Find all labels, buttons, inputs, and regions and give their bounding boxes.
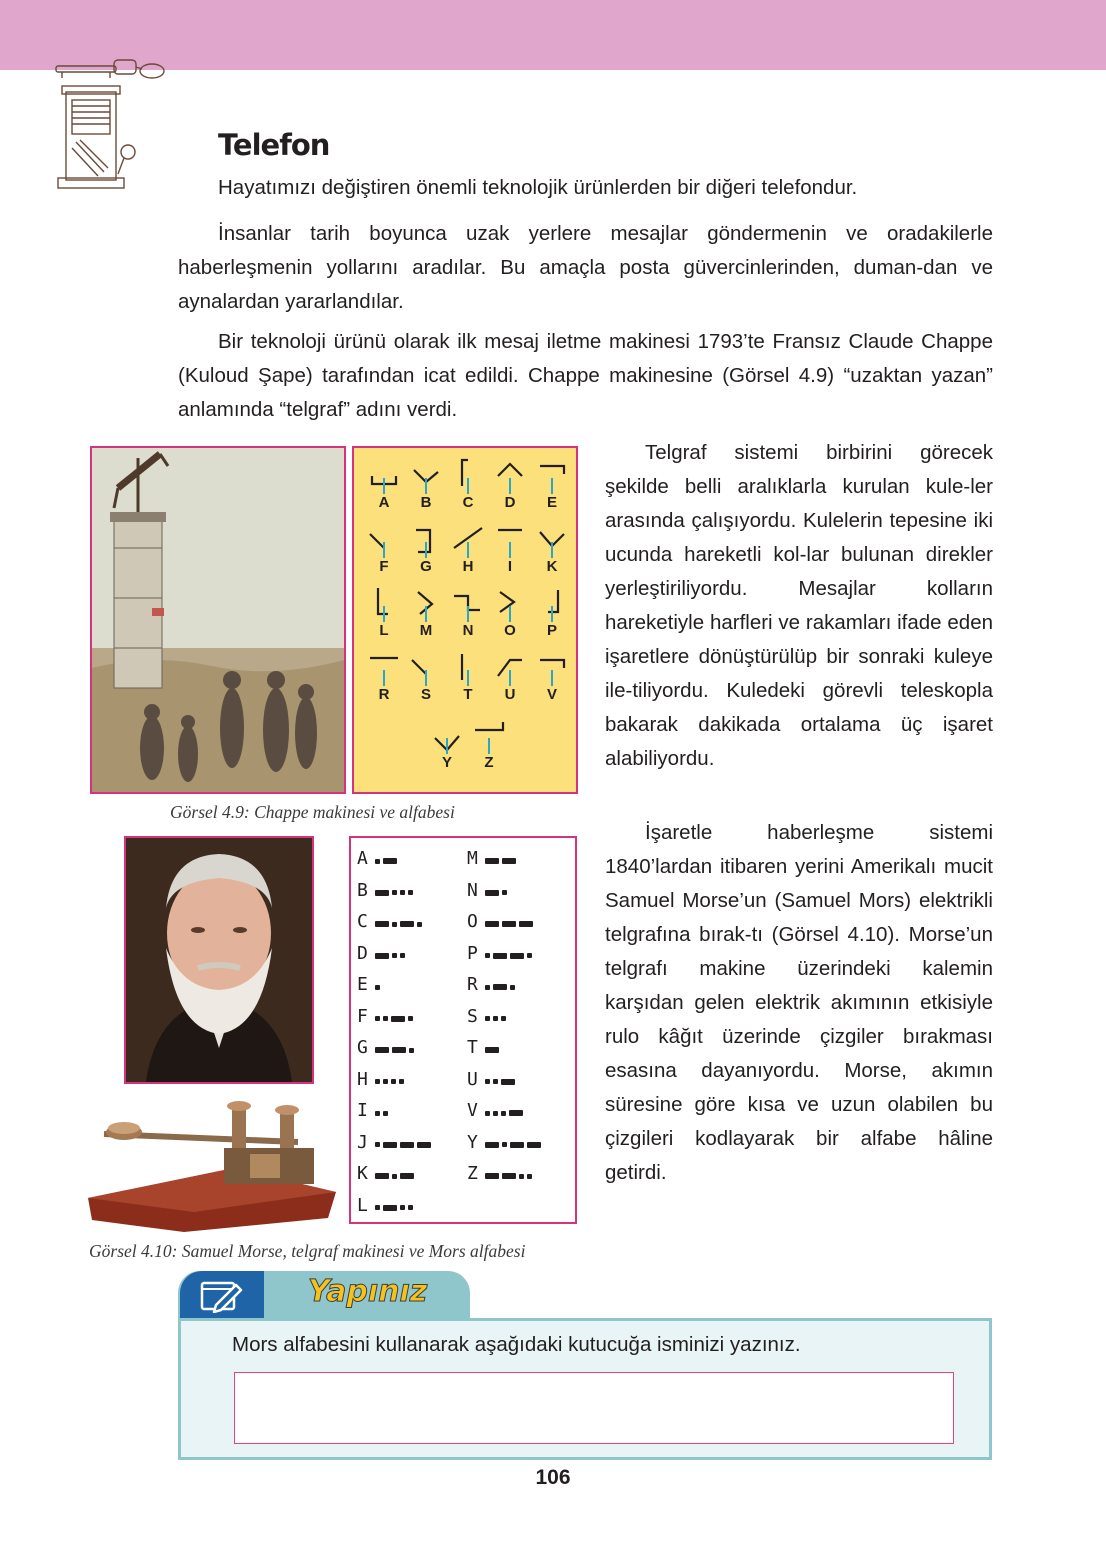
morse-dot — [375, 1079, 380, 1084]
chappe-signal-g — [406, 520, 446, 580]
morse-dash — [400, 1173, 414, 1179]
morse-dash — [519, 921, 533, 927]
morse-alphabet-table — [349, 836, 577, 1224]
morse-code — [375, 889, 413, 897]
paragraph-chappe: Bir teknoloji ürünü olarak ilk mesaj iletme makinesi 1793’te Fransız Claude Chappe (Kuloud Şape) tarafından icat edildi. Chappe makinesine (Görsel 4.9) “uzaktan yazan” anlamında “telgraf” adını verdi. — [178, 330, 993, 421]
morse-dot — [485, 1016, 490, 1021]
chappe-signal-i — [490, 520, 530, 580]
morse-dot — [502, 890, 507, 895]
morse-code — [485, 1141, 541, 1149]
morse-dot — [501, 1016, 506, 1021]
chappe-signal-e — [532, 456, 572, 516]
chappe-letter-label: S — [420, 686, 431, 703]
chappe-letter-label: C — [462, 494, 474, 511]
morse-dash — [485, 1173, 499, 1179]
morse-code — [375, 1046, 414, 1054]
morse-dash — [502, 921, 516, 927]
morse-code — [485, 1046, 499, 1054]
morse-dash — [493, 953, 507, 959]
morse-dash — [391, 1016, 405, 1022]
activity-instruction: Mors alfabesini kullanarak aşağıdaki kutucuğa isminizi yazınız. — [232, 1333, 801, 1356]
morse-dash — [375, 921, 389, 927]
morse-letter: V — [467, 1100, 478, 1121]
morse-dot — [485, 1111, 490, 1116]
morse-code — [375, 1109, 388, 1117]
activity-icon-box — [180, 1271, 264, 1321]
morse-dot — [375, 985, 380, 990]
morse-dash — [502, 858, 516, 864]
morse-dot — [375, 1016, 380, 1021]
morse-dash — [510, 1142, 524, 1148]
name-answer-box[interactable] — [234, 1372, 954, 1444]
morse-letter: M — [467, 848, 478, 869]
morse-letter: N — [467, 879, 478, 901]
paragraph-intro: Hayatımızı değiştiren önemli teknolojik ürünlerden bir diğeri telefondur. — [218, 176, 858, 199]
figure-caption-4-10: Görsel 4.10: Samuel Morse, telgraf makinesi ve Mors alfabesi — [89, 1241, 526, 1261]
morse-dash — [383, 858, 397, 864]
morse-letter: R — [467, 974, 478, 995]
morse-dot — [375, 1142, 380, 1147]
morse-code — [375, 1141, 431, 1149]
morse-dash — [400, 1142, 414, 1148]
morse-dash — [485, 890, 499, 896]
morse-code — [375, 1015, 413, 1023]
morse-letter: T — [467, 1037, 478, 1058]
chappe-signal-k — [532, 520, 572, 580]
section-title: Telefon — [218, 128, 330, 162]
morse-code — [375, 952, 405, 960]
chappe-letter-label: V — [546, 686, 557, 703]
morse-code — [375, 983, 380, 991]
chappe-letter-label: T — [463, 686, 473, 703]
morse-letter: H — [357, 1068, 368, 1090]
chappe-signal-l — [364, 584, 404, 644]
morse-dash — [400, 921, 414, 927]
chappe-letter-label: A — [378, 494, 390, 511]
paragraph-morse: İşaretle haberleşme sistemi 1840’lardan itibaren yerini Amerikalı mucit Samuel Morse’un (Samuel Mors) elektrikli telgrafına bırak-tı (Görsel 4.10). Morse’un telgrafı makine üzerindeki kalemin karşıdan gelen elektrik akımının etkisiyle rulo kâğıt üzerinde çizgiler bırakması esasına dayanıyordu. Morse, akımın süresine göre kısa ve uzun olabilen bu çizgileri kodlayarak bir alfabe hâline getirdi. — [605, 821, 993, 1184]
morse-code — [485, 1015, 506, 1023]
chappe-letter-label: R — [378, 686, 390, 703]
chappe-letter-label: E — [546, 494, 557, 511]
morse-dot — [408, 1205, 413, 1210]
morse-dash — [485, 1142, 499, 1148]
morse-dot — [527, 1174, 532, 1179]
chappe-letter-label: H — [462, 558, 474, 575]
chappe-letter-label: G — [420, 558, 432, 575]
morse-letter: L — [357, 1194, 368, 1216]
morse-dash — [485, 1047, 499, 1053]
morse-code — [375, 920, 422, 928]
morse-letter: D — [357, 942, 368, 964]
chappe-signal-n — [448, 584, 488, 644]
chappe-letter-label: Z — [484, 754, 494, 771]
morse-dot — [383, 1111, 388, 1116]
samuel-morse-portrait — [124, 836, 314, 1084]
chappe-signal-s — [406, 648, 446, 708]
morse-dot — [493, 1111, 498, 1116]
morse-dash — [510, 953, 524, 959]
morse-code — [375, 857, 397, 865]
chappe-signal-b — [406, 456, 446, 516]
chappe-letter-label: P — [546, 622, 557, 639]
morse-dash — [375, 890, 389, 896]
morse-dot — [501, 1111, 506, 1116]
chappe-signal-o — [490, 584, 530, 644]
morse-dash — [383, 1142, 397, 1148]
chappe-signal-r — [364, 648, 404, 708]
activity-title: Yapınız — [308, 1274, 428, 1309]
morse-dot — [400, 890, 405, 895]
chappe-letter-label: L — [379, 622, 389, 639]
morse-letter: I — [357, 1100, 368, 1121]
chappe-letter-label: Y — [441, 754, 452, 771]
morse-dash — [375, 953, 389, 959]
morse-code — [485, 889, 507, 897]
morse-dot — [400, 1205, 405, 1210]
morse-dot — [493, 1016, 498, 1021]
chappe-letter-label: F — [379, 558, 389, 575]
morse-letter: P — [467, 942, 478, 964]
morse-code — [485, 857, 516, 865]
morse-dot — [392, 922, 397, 927]
morse-letter: O — [467, 911, 478, 932]
morse-code — [375, 1204, 413, 1212]
chappe-signal-f — [364, 520, 404, 580]
chappe-signal-h — [448, 520, 488, 580]
morse-dot — [375, 1111, 380, 1116]
chappe-letter-label: M — [419, 622, 433, 639]
chappe-signal-a — [364, 456, 404, 516]
morse-dash — [485, 921, 499, 927]
morse-dot — [392, 890, 397, 895]
morse-dot — [485, 953, 490, 958]
morse-dot — [502, 1142, 507, 1147]
morse-dot — [375, 1205, 380, 1210]
morse-dot — [527, 953, 532, 958]
morse-dot — [409, 1048, 414, 1053]
morse-dot — [485, 1079, 490, 1084]
morse-code — [375, 1078, 404, 1086]
morse-dot — [510, 985, 515, 990]
morse-dash — [375, 1047, 389, 1053]
morse-dot — [375, 859, 380, 864]
paragraph-telgraf: Telgraf sistemi birbirini görecek şekilde belli aralıklarla kurulan kule-ler arasında çalışıyordu. Kulelerin tepesine iki ucunda hareketli kol-lar bulunan direkler yerleştiriliyordu. Mesajlar kolların hareketiyle harfleri ve rakamları ifade eden işaretlere dönüştürülüp bir sonraki kuleye ile-tiliyordu. Kuledeki görevli teleskopla bakarak dakikada ortalama üç işaret alabiliyordu. — [605, 441, 993, 770]
morse-letter: S — [467, 1005, 478, 1027]
morse-dash — [383, 1205, 397, 1211]
morse-dash — [417, 1142, 431, 1148]
morse-letter: E — [357, 974, 368, 995]
chappe-letter-label: K — [546, 558, 558, 575]
telegraph-key-illustration — [84, 1088, 340, 1232]
morse-dash — [501, 1079, 515, 1085]
morse-dot — [383, 1016, 388, 1021]
chappe-signal-u — [490, 648, 530, 708]
chappe-letter-label: D — [504, 494, 516, 511]
morse-dash — [375, 1173, 389, 1179]
chappe-letter-label: U — [504, 686, 516, 703]
antique-telephone-icon — [52, 56, 168, 194]
chappe-signal-d — [490, 456, 530, 516]
paragraph-history: İnsanlar tarih boyunca uzak yerlere mesajlar göndermenin ve oradakilerle haberleşmenin yollarını aradılar. Bu amaçla posta güvercinlerinden, duman-dan ve aynalardan yararlandılar. — [178, 222, 993, 313]
morse-letter: K — [357, 1163, 368, 1184]
morse-dot — [391, 1079, 396, 1084]
chappe-alphabet-panel — [352, 446, 578, 794]
morse-code — [485, 952, 532, 960]
figure-caption-4-9: Görsel 4.9: Chappe makinesi ve alfabesi — [170, 802, 455, 822]
chappe-letter-label: N — [462, 622, 474, 639]
morse-letter: F — [357, 1005, 368, 1027]
chappe-signal-v — [532, 648, 572, 708]
morse-dot — [408, 1016, 413, 1021]
chappe-signal-c — [448, 456, 488, 516]
morse-code — [485, 1172, 532, 1180]
chappe-signal-p — [532, 584, 572, 644]
morse-dot — [485, 985, 490, 990]
morse-letter: G — [357, 1037, 368, 1058]
chappe-letter-label: B — [420, 494, 432, 511]
morse-letter: J — [357, 1131, 368, 1153]
morse-letter: U — [467, 1068, 478, 1090]
morse-dash — [485, 858, 499, 864]
morse-letter: C — [357, 911, 368, 932]
morse-dot — [392, 953, 397, 958]
morse-dot — [519, 1174, 524, 1179]
chappe-signal-z — [469, 716, 509, 776]
morse-dot — [408, 890, 413, 895]
morse-letter: A — [357, 848, 368, 869]
morse-code — [485, 1078, 515, 1086]
morse-letter: Y — [467, 1131, 478, 1153]
chappe-signal-m — [406, 584, 446, 644]
chappe-letter-label: I — [507, 558, 513, 575]
morse-letter: B — [357, 879, 368, 901]
morse-dot — [400, 953, 405, 958]
morse-dash — [502, 1173, 516, 1179]
chappe-tower-illustration — [90, 446, 346, 794]
morse-dot — [399, 1079, 404, 1084]
pencil-notebook-icon — [200, 1279, 244, 1313]
morse-dash — [392, 1047, 406, 1053]
morse-code — [485, 1109, 523, 1117]
chappe-signal-y — [427, 716, 467, 776]
morse-dot — [417, 922, 422, 927]
morse-code — [375, 1172, 414, 1180]
morse-dot — [383, 1079, 388, 1084]
morse-letter: Z — [467, 1163, 478, 1184]
morse-dot — [493, 1079, 498, 1084]
chappe-letter-label: O — [504, 622, 516, 639]
morse-dot — [392, 1174, 397, 1179]
morse-code — [485, 983, 515, 991]
morse-code — [485, 920, 533, 928]
page-number: 106 — [535, 1466, 571, 1489]
morse-dash — [509, 1110, 523, 1116]
morse-dash — [493, 984, 507, 990]
morse-dash — [527, 1142, 541, 1148]
chappe-signal-t — [448, 648, 488, 708]
